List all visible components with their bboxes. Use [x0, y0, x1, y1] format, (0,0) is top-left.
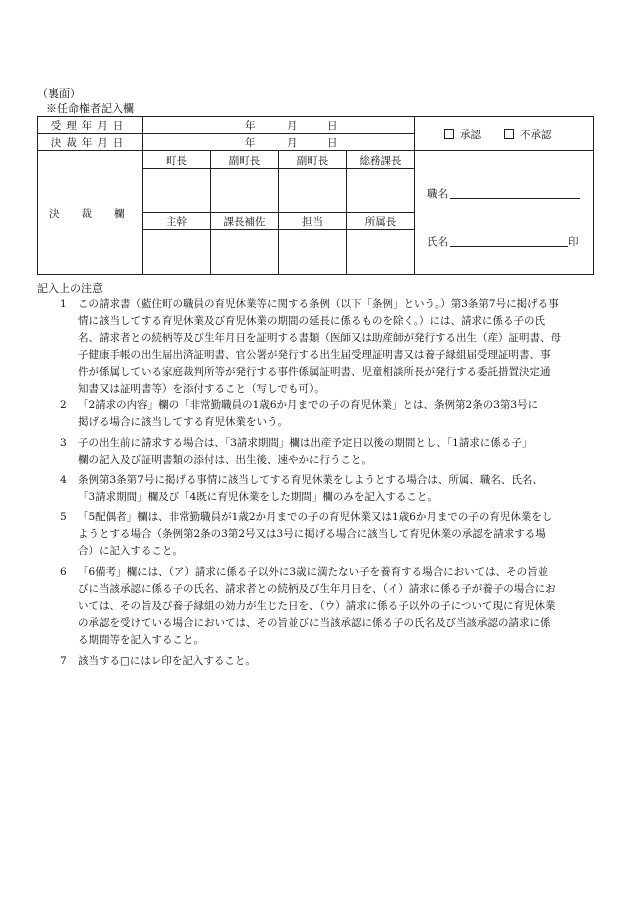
role-general-affairs-chief: 総務課長	[359, 155, 402, 167]
decision-year-label: 年	[245, 137, 256, 149]
approve-option[interactable]: 承認	[444, 127, 481, 142]
decision-day-label: 日	[327, 137, 338, 149]
note-item-7: 7 該当する□にはレ印を記入すること。	[60, 655, 256, 667]
disapprove-option[interactable]: 不承認	[504, 127, 552, 142]
note-item-6: 6 「6備考」欄には、（ア）請求に係る子以外に3歳に満たない子を養育する場合においては、その旨並 びに当該承認に係る子の氏名、請求者との続柄及び生年月日を、（イ）請求に係る子が養子の場合にお いては、その旨及び養子縁組の効力が生じた日を、（ウ）請求に係る子以外の子について現に育児休業 の承認を受けている場合においては、その旨並びに当該承認に係る子の氏名及び当該承認の請求に係 る期間等を記入すること。	[60, 566, 556, 646]
receipt-day-label: 日	[327, 120, 338, 132]
role-deputy-mayor-1: 副町長	[228, 155, 261, 167]
role-supervisor: 主幹	[166, 216, 187, 228]
receipt-year-label: 年	[245, 120, 256, 132]
decision-date-label: 決裁年月日	[50, 137, 129, 149]
role-deputy-mayor-2: 副町長	[296, 155, 329, 167]
disapprove-checkbox[interactable]	[504, 129, 514, 139]
section-label: ※任命権者記入欄	[46, 102, 134, 115]
seal-mark: 印	[568, 236, 579, 248]
note-item-1: 1 この請求書（藍住町の職員の育児休業等に関する条例（以下「条例」という。）第3条第7号に掲げる事 情に該当してする育児休業及び育児休業の期間の延長に係るものを除く。）には、請求に係る子の氏 名、請求者との続柄等及び生年月日を証明する書類（医師又は助産師が発行する出生（産）証明書、母 子健康手帳の出生届出済証明書、官公署が発行する出生届受理証明書又は養子縁組届受理証明書、事 件が係属している家庭裁判所等が発行する事件係属証明書、児童相談所長が発行する委託措置決定通 知書又は証明書等）を添付すること（写しでも可）。	[60, 298, 561, 395]
appointing-authority-table	[37, 116, 594, 275]
note-item-5: 5 「5配偶者」欄は、非常勤職員が1歳2か月までの子の育児休業又は1歳6か月までの子の育児休業をし ようとする場合（条例第2条の3第2号又は3号に掲げる場合に該当して育児休業の承認を請求する場 合）に記入すること。	[60, 511, 553, 557]
approve-checkbox[interactable]	[444, 129, 454, 139]
page-side-label: （裏面）	[37, 87, 81, 100]
notes-title: 記入上の注意	[37, 282, 103, 295]
approval-block-label: 決裁欄	[49, 208, 147, 220]
name-field[interactable]: 氏名 印	[427, 236, 579, 248]
receipt-date-label: 受理年月日	[50, 120, 129, 132]
role-assistant-chief: 課長補佐	[223, 216, 266, 228]
note-item-3: 3 子の出生前に請求する場合は、「3請求期間」欄は出産予定日以後の期間とし、「1請求に係る子」 欄の記入及び証明書類の添付は、出生後、速やかに行うこと。	[60, 437, 533, 466]
role-staff-in-charge: 担当	[302, 216, 323, 228]
note-item-2: 2 「2請求の内容」欄の「非常勤職員の1歳6か月までの子の育児休業」とは、条例第2条の3第3号に 掲げる場合に該当してする育児休業をいう。	[60, 399, 539, 428]
note-item-4: 4 条例第3条第7号に掲げる事情に該当してする育児休業をしようとする場合は、所属、職名、氏名、 「3請求期間」欄及び「4既に育児休業をした期間」欄のみを記入すること。	[60, 474, 543, 503]
decision-month-label: 月	[287, 137, 298, 149]
role-department-head: 所属長	[364, 216, 397, 228]
job-title-field[interactable]: 職名	[427, 186, 580, 201]
role-mayor: 町長	[166, 155, 187, 167]
receipt-month-label: 月	[287, 120, 298, 132]
